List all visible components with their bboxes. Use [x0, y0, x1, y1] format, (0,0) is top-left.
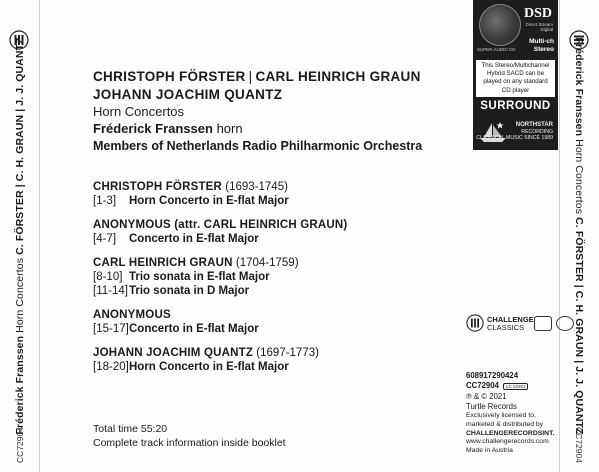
spine-work: Horn Concertos: [14, 257, 26, 333]
challenge-classics-text: [487, 316, 534, 332]
hybrid-note: This Stereo/Multichannel Hybrid SACD can be played on any standard CD player: [476, 60, 555, 97]
surround-logo: SURROUND: [480, 100, 551, 112]
group-composer: CARL HEINRICH GRAUN: [93, 257, 233, 269]
soloist-instrument: horn: [216, 121, 243, 136]
track-group: [93, 256, 453, 298]
track-group: [93, 346, 453, 374]
group-heading: [93, 308, 453, 322]
made-in: Made in Austria: [466, 447, 513, 455]
soloist: [93, 120, 422, 137]
track-work: Horn Concerto in E-flat Major: [129, 195, 289, 207]
spine-catalog-code: CC72904: [574, 427, 584, 463]
northstar-text: [476, 122, 553, 142]
northstar-logo: [476, 118, 555, 146]
stereo-label: Stereo: [533, 46, 554, 53]
track-number: [4-7]: [93, 233, 117, 245]
license-line-1: Exclusively licensed to,: [466, 412, 536, 419]
quality-badge-icon: [534, 316, 552, 331]
channel-info: [529, 38, 554, 54]
track-work: Concerto in E-flat Major: [129, 233, 259, 245]
northstar-name: NORTHSTAR: [515, 122, 553, 128]
track-work: Horn Concerto in E-flat Major: [129, 361, 289, 373]
record-label: Turtle Records: [466, 402, 517, 411]
composers-heading: [93, 68, 422, 86]
title-block: [93, 68, 422, 155]
album-title: Horn Concertos: [93, 104, 185, 119]
multichannel-label: Multi-ch: [529, 38, 554, 45]
group-composer: CHRISTOPH FÖRSTER: [93, 181, 223, 193]
group-heading: [93, 346, 453, 360]
challenge-word: CHALLENGE: [487, 315, 534, 324]
group-dates: (1693-1745): [225, 181, 288, 193]
sacd-disc-icon: [479, 4, 521, 46]
track-row: [93, 284, 453, 298]
left-spine: [0, 0, 40, 472]
separator: |: [248, 69, 253, 84]
spine-composers: C. FÖRSTER | C. H. GRAUN | J. J. QUANTZ: [14, 37, 26, 255]
challenge-classics-logo-icon: [466, 314, 484, 332]
footer-note: [93, 422, 286, 450]
track-work: Trio sonata in E-flat Major: [129, 271, 270, 283]
track-row: [93, 270, 453, 284]
group-composer: JOHANN JOACHIM QUANTZ: [93, 347, 254, 359]
group-dates: (1697-1773): [256, 347, 319, 359]
barcode-number: 608917290424: [466, 371, 519, 380]
booklet-note: Complete track information inside booklet: [93, 437, 286, 449]
classics-word: CLASSICS: [487, 323, 525, 332]
copyright: ℗ & © 2021: [466, 392, 507, 401]
sacd-label: [473, 0, 558, 150]
composer-quantz: JOHANN JOACHIM QUANTZ: [93, 87, 283, 102]
spine-composers: C. FÖRSTER | C. H. GRAUN | J. J. QUANTZ: [573, 217, 585, 435]
northstar-tagline: CLASSICAL MUSIC SINCE 1989: [476, 135, 553, 141]
track-row: [93, 232, 453, 246]
spine-divider: [39, 0, 40, 472]
track-work: Concerto in E-flat Major: [129, 323, 259, 335]
group-composer: ANONYMOUS: [93, 309, 171, 321]
group-composer: ANONYMOUS (attr. CARL HEINRICH GRAUN): [93, 219, 348, 231]
group-heading: [93, 180, 453, 194]
dsd-subtitle: Direct Stream Digital: [525, 22, 553, 32]
group-heading: [93, 218, 453, 232]
track-row: [93, 322, 453, 336]
track-row: [93, 360, 453, 374]
track-group: [93, 218, 453, 246]
composer-forster: CHRISTOPH FÖRSTER: [93, 69, 246, 84]
track-number: [15-17]: [93, 323, 129, 335]
spine-performer: Fréderick Franssen: [573, 37, 585, 137]
track-number: [8-10]: [93, 271, 123, 283]
tracklist: [93, 180, 453, 384]
label-code-badge: LC 22301: [503, 383, 529, 390]
track-group: [93, 180, 453, 208]
spine-title: [14, 37, 26, 434]
track-number: [1-3]: [93, 195, 117, 207]
sacd-disc-text: SUPER AUDIO CD: [477, 47, 516, 52]
spine-catalog-code: CC72904: [15, 427, 25, 463]
total-time: Total time 55:20: [93, 423, 168, 435]
label-logos: [466, 310, 576, 340]
track-row: [93, 194, 453, 208]
track-number: [11-14]: [93, 285, 128, 297]
spine-work: Horn Concertos: [573, 139, 585, 215]
group-dates: (1704-1759): [235, 257, 299, 269]
soloist-name: Fréderick Franssen: [93, 121, 213, 136]
audio-badge-icon: [556, 316, 574, 331]
group-heading: [93, 256, 453, 270]
track-number: [18-20]: [93, 361, 129, 373]
website: www.challengerecords.com: [466, 438, 549, 446]
sacd-logo-area: [473, 0, 558, 57]
northstar-sub: RECORDING: [521, 128, 553, 135]
catalog-number: CC72904: [466, 381, 499, 390]
distributor: CHALLENGERECORDSINT.: [466, 429, 555, 437]
release-info: [466, 371, 576, 456]
track-work: Trio sonata in D Major: [129, 285, 250, 297]
track-group: [93, 308, 453, 336]
license-line-2: marketed & distributed by: [466, 420, 544, 428]
ensemble: Members of Netherlands Radio Philharmonic Orchestra: [93, 139, 423, 153]
composer-graun: CARL HEINRICH GRAUN: [255, 69, 421, 84]
spine-performer: Fréderick Franssen: [14, 335, 26, 435]
dsd-logo: DSD: [523, 6, 552, 21]
